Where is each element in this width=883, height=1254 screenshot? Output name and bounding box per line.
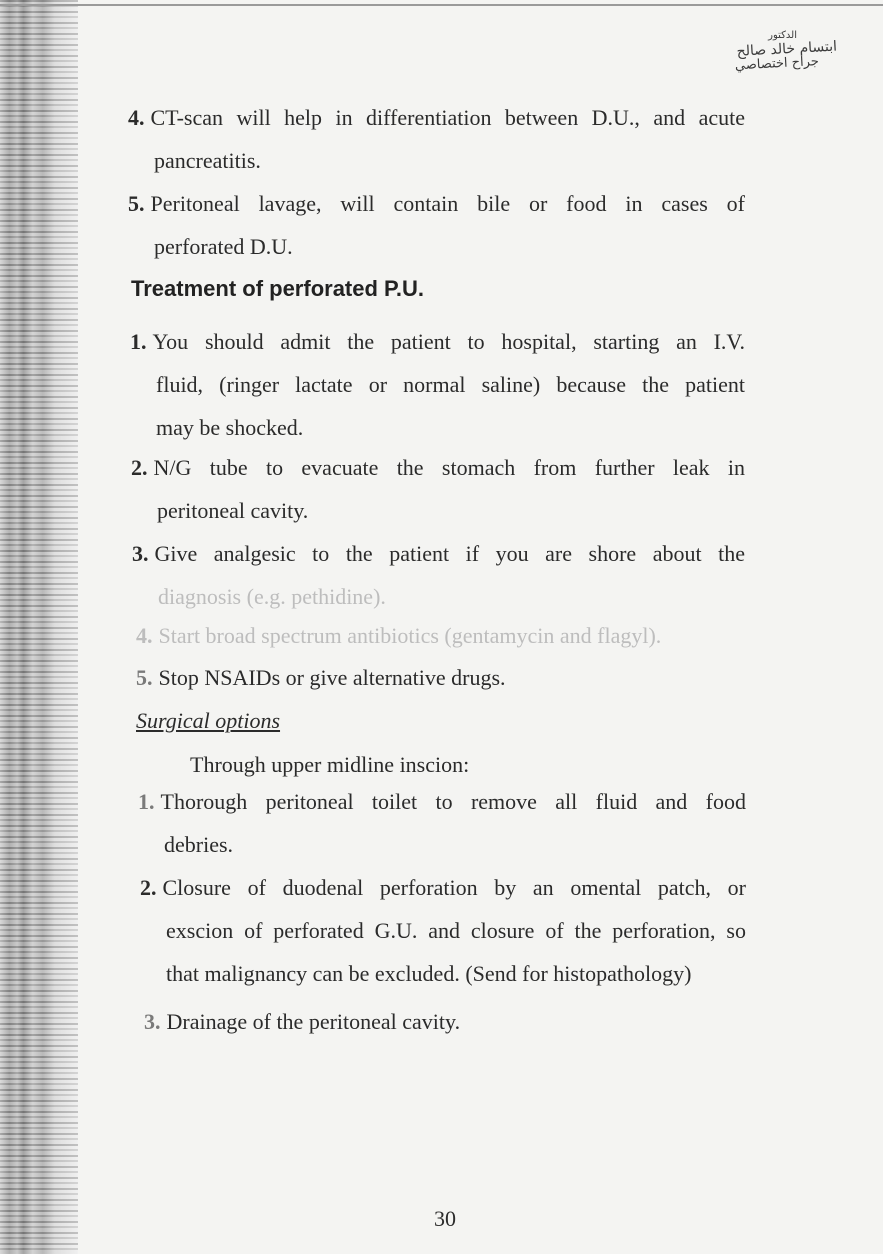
surgical-intro: Through upper midline inscion: — [190, 752, 470, 777]
signature-role: جراح اختصاصي — [734, 53, 820, 74]
item-text-line: You should admit the patient to hospital, starting an I.V. — [152, 329, 745, 354]
list-item-surgical-2 — [140, 866, 746, 995]
list-item-diagnosis-4 — [128, 96, 745, 182]
item-text-line: Give analgesic to the patient if you are shore about the — [154, 541, 745, 566]
item-text-line: fluid, (ringer lactate or normal saline) because the patient — [156, 372, 745, 397]
item-number: 3. — [132, 541, 149, 566]
top-rule — [0, 4, 883, 6]
list-item-diagnosis-5 — [128, 182, 745, 268]
item-number: 4. — [136, 623, 153, 648]
item-text-line: peritoneal cavity. — [157, 498, 309, 523]
item-number: 5. — [136, 665, 153, 690]
list-item-treatment-5 — [136, 656, 736, 699]
item-text-line: Thorough peritoneal toilet to remove all fluid and food — [160, 789, 746, 814]
list-item-treatment-3 — [132, 532, 745, 618]
list-item-treatment-2 — [131, 446, 745, 532]
section-heading-surgical-options: Surgical options — [136, 708, 281, 733]
item-text-line: diagnosis (e.g. pethidine). — [158, 584, 386, 609]
item-number: 3. — [144, 1009, 161, 1034]
signature-title: الدكتور — [768, 30, 797, 41]
item-text-line: perforated D.U. — [154, 234, 293, 259]
item-text-line: Start broad spectrum antibiotics (gentamycin and flagyl). — [158, 623, 662, 648]
item-number: 2. — [131, 455, 148, 480]
handwritten-signature — [707, 30, 837, 73]
section-heading-treatment: Treatment of perforated P.U. — [131, 276, 424, 301]
item-text-line: N/G tube to evacuate the stomach from further leak in — [153, 455, 745, 480]
item-text-line: may be shocked. — [156, 415, 304, 440]
page-binding-edge — [0, 0, 78, 1254]
item-text-line: Peritoneal lavage, will contain bile or food in cases of — [150, 191, 745, 216]
item-text-line: exscion of perforated G.U. and closure of the perforation, so — [166, 918, 746, 943]
list-item-treatment-1 — [130, 320, 745, 449]
item-text-line: that malignancy can be excluded. (Send for histopathology) — [166, 961, 692, 986]
item-number: 2. — [140, 875, 157, 900]
item-text-line: pancreatitis. — [154, 148, 261, 173]
item-number: 1. — [138, 789, 155, 814]
item-text-line: debries. — [164, 832, 234, 857]
item-text-line: Closure of duodenal perforation by an omental patch, or — [162, 875, 746, 900]
item-text-line: Drainage of the peritoneal cavity. — [166, 1009, 461, 1034]
item-text-line: CT-scan will help in differentiation between D.U., and acute — [150, 105, 745, 130]
list-item-surgical-3 — [144, 1000, 744, 1043]
item-number: 4. — [128, 105, 145, 130]
list-item-surgical-1 — [138, 780, 746, 866]
page-number: 30 — [434, 1206, 456, 1231]
item-number: 5. — [128, 191, 145, 216]
item-text-line: Stop NSAIDs or give alternative drugs. — [158, 665, 506, 690]
list-item-treatment-4 — [136, 614, 736, 657]
item-number: 1. — [130, 329, 147, 354]
signature-name: ابتسام خالد صالح — [736, 38, 838, 60]
